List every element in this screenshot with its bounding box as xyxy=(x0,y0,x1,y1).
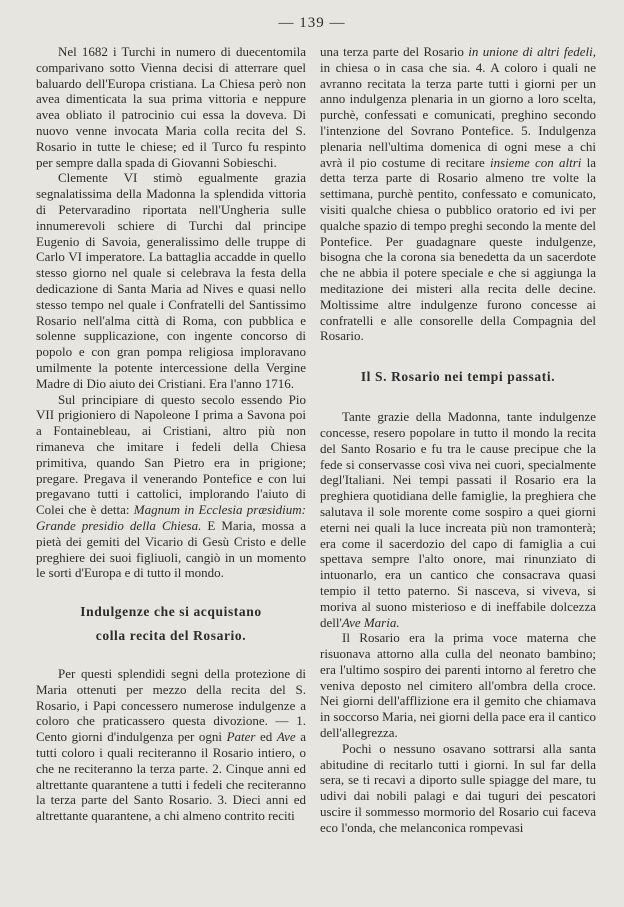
continued-text-c: la detta terza parte di Rosario almeno tre volte la settimana, purchè pentito, confessato e comunicato, visiti qualche chiesa o pubblico oratorio ed ivi per qualche spazio di tempo preghi secondo la mente del Pontefice. Per guadagnare queste indulgenze, bisogna che la corona sia benedetta da un sacerdote che ne abbia il potere speciale e che si aggiunga la meditazione dei misteri alla recita delle decine. Moltissime altre indulgenze furono concesse ai confratelli e alle consorelle della Compagnia del Rosario. xyxy=(320,154,596,344)
paragraph-indulgenze-continued xyxy=(320,44,596,344)
paragraph-pio-vii xyxy=(36,392,306,582)
indulgenze-pater: Pater xyxy=(226,729,256,745)
section-heading-tempi-passati: Il S. Rosario nei tempi passati. xyxy=(360,369,556,385)
continued-text-b: in chiesa o in casa che sia. 4. A coloro i quali ne avranno recitata la terza parte tutti i giorni per un anno indulgenza plenaria in un giorno a loro scelta, purchè, confessati e comunicati, preghino secondo l'intenzione del Sovrano Pontefice. 5. Indulgenza plenaria nell'ultima domenica di ogni mese a chi avrà il pio costume di recitare xyxy=(320,59,596,170)
paragraph-pio-vii-latin-quote: Magnum in Ecclesia præsidium: Grande presidio della Chiesa. xyxy=(36,502,306,533)
indulgenze-text-a: Per questi splendidi segni della protezione di Maria ottenuti per mezzo della recita del S. Rosario, i Papi concessero numerose indulgenze a coloro che praticassero questa divozione. — 1. Cento giorni d'indulgenza per ogni xyxy=(36,666,306,745)
paragraph-pochi-o-nessuno: Pochi o nessuno osavano sottrarsi alla santa abitudine di recitarlo tutti i giorni. In sul far della sera, se ti recavi a diporto sulle spiagge del mare, tu udivi dai nobili palagi e dai tuguri dei pescatori uscire il sommesso mormorio del Rosario cui faceva eco l'onda, che melanconica rompevasi xyxy=(320,740,596,835)
indulgenze-ave: Ave xyxy=(276,729,296,745)
paragraph-indulgenze-list xyxy=(36,666,306,824)
paragraph-pio-vii-text-start: Sul principiare di questo secolo essendo Pio VII prigioniero di Napoleone I prima a Savona poi a Fontainebleau, ai Cristiani, altro più non rimaneva che imitare i fedeli della Chiesa primitiva, quando San Pietro era in prigione; pregare. Pregava il venerando Pontefice e con lui pregavano tutti i cattolici, implorando l'aiuto di Colei che è detta: xyxy=(36,391,306,518)
section-heading-indulgenze-line1: Indulgenze che si acquistano xyxy=(80,604,262,620)
paragraph-pio-vii-text-end: E Maria, mossa a pietà dei gemiti del Vicario di Gesù Cristo e delle preghiere dei suoi figliuoli, cangiò in un momento le sorti d'Europa e di tutto il mondo. xyxy=(36,517,306,581)
continued-italic-insieme: insieme con altri xyxy=(490,154,582,170)
left-column xyxy=(36,44,306,824)
page-number: — 139 — xyxy=(278,15,346,31)
paragraph-vienna-1682: Nel 1682 i Turchi in numero di duecentomila comparivano sotto Vienna decisi di atterrare quel baluardo dell'Europa cristiana. La Chiesa però non avea dimenticata la sua prima vittoria e neppure avea obliato il patrocinio cui essa la doveva. Di nuovo venne invocata Maria colla recita del S. Rosario in tutte le chiese; ed il Turco fu respinto per sempre dalla spada di Giovanni Sobieschi. xyxy=(36,44,306,170)
right-column xyxy=(320,44,596,836)
paragraph-prima-voce: Il Rosario era la prima voce materna che risuonava attorno alla culla del neonato bambino; era l'ultimo sospiro dei parenti intorno al feretro che veniva deposto nel cimitero all'ombra della croce. Nei giorni dell'afflizione era il gemito che chiamava in soccorso Maria, nei giorni della pace era il cantico dell'allegrezza. xyxy=(320,630,596,741)
indulgenze-text-b: ed xyxy=(255,729,277,745)
continued-text-a: una terza parte del Rosario xyxy=(320,44,469,59)
paragraph-tante-grazie xyxy=(320,409,596,630)
continued-italic-altri-fedeli: in unione di altri fedeli, xyxy=(468,44,596,59)
section-heading-indulgenze-line2: colla recita del Rosario. xyxy=(95,628,247,644)
indulgenze-text-c: a tutti coloro i quali reciteranno il Rosario intiero, o che ne reciteranno la terza parte. 2. Cinque anni ed altrettante quarantene a tutti i fedeli che reciteranno la terza parte del Santo Rosario. 3. Dieci anni ed altrettante quarantene, a chi almeno contrito reciti xyxy=(36,729,306,824)
paragraph-petervaradino: Clemente VI stimò egualmente grazia segnalatissima della Madonna la splendida vittoria di Petervaradino riportata nell'Ungheria sulle innumerevoli schiere di Turchi dal principe Eugenio di Savoia, generalissimo delle truppe di Carlo VI imperatore. La battaglia accadde in quello stesso giorno nel quale si celebrava la festa della dedicazione di Santa Maria ad Nives e quasi nello stesso tempo nel quale i Confratelli del Santissimo Rosario nell'alma città di Roma, con pubblica e solenne supplicazione, con ingente concorso di popolo e con gran pompa religiosa imploravano umilmente la potente intercessione della Vergine Madre di Dio aiuto dei Cristiani. Era l'anno 1716. xyxy=(36,170,306,391)
tante-grazie-text: Tante grazie della Madonna, tante indulgenze concesse, resero popolare in tutto il mondo la recita del Santo Rosario e fu tra le cause precipue che la fede si conservasse così viva nei cuori, specialmente degl'Italiani. Nei tempi passati il Rosario era la preghiera quotidiana delle famiglie, la preghiera che salutava il sole morente come sospiro a quei giorni eterni nei quali la luce increata più non tramonterà; era come il sacerdozio del capo di famiglia a cui spettava sempre l'alto onore, mai rinunziato di intuonarlo, era un cantico che consacrava quasi tempio il tetto paterno. Si nasceva, si viveva, si moriva al suono misterioso e di ineffabile dolcezza dell' xyxy=(320,409,596,630)
tante-grazie-ave-maria: Ave Maria. xyxy=(341,614,400,630)
